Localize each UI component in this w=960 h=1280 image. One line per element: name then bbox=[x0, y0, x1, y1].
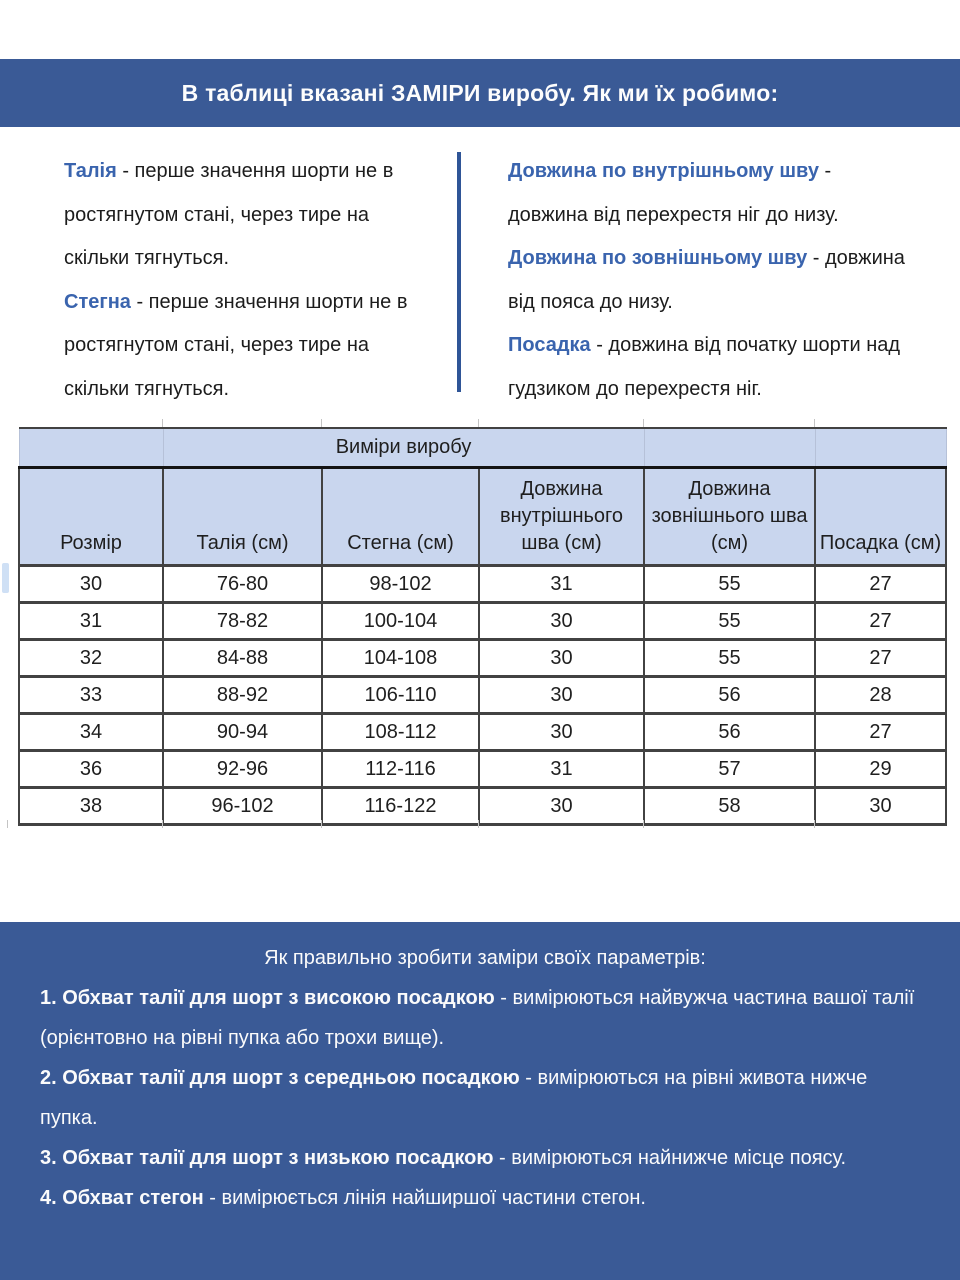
table-cell: 58 bbox=[644, 788, 815, 825]
table-cell: 36 bbox=[19, 751, 163, 788]
table-cell: 27 bbox=[815, 566, 946, 603]
table-cell: 33 bbox=[19, 677, 163, 714]
table-cell: 57 bbox=[644, 751, 815, 788]
gridline-stub bbox=[162, 820, 163, 828]
gridline-stub bbox=[814, 820, 815, 828]
table-row bbox=[19, 714, 946, 751]
table-cell: 88-92 bbox=[163, 677, 322, 714]
gridline-stub bbox=[321, 419, 322, 427]
column-header-rise: Посадка (см) bbox=[815, 468, 946, 566]
definition-text: - довжина від пояса до низу. bbox=[508, 247, 905, 313]
table-cell: 106-110 bbox=[322, 677, 479, 714]
definition-text: - перше значення шорти не в ростягнутом стані, через тире на скільки тягнуться. bbox=[64, 160, 394, 269]
table-merged-header-cell: Виміри виробу bbox=[163, 428, 644, 468]
table-cell: 55 bbox=[644, 640, 815, 677]
header-banner bbox=[0, 59, 960, 127]
column-header-size: Розмір bbox=[19, 468, 163, 566]
table-row bbox=[19, 640, 946, 677]
instruction-label: 1. Обхват талії для шорт з високою посадкою bbox=[40, 987, 495, 1009]
table-cell: 92-96 bbox=[163, 751, 322, 788]
table-cell: 31 bbox=[479, 751, 644, 788]
table-cell: 30 bbox=[479, 640, 644, 677]
definitions-left-column bbox=[64, 150, 409, 411]
table-cell: 55 bbox=[644, 566, 815, 603]
instruction-item bbox=[40, 1138, 930, 1178]
table-cell: 27 bbox=[815, 714, 946, 751]
table-row bbox=[19, 603, 946, 640]
column-header-inseam: Довжина внутрішнього шва (см) bbox=[479, 468, 644, 566]
instruction-text: - вимірюються на рівні живота нижче пупка. bbox=[40, 1067, 868, 1129]
table-cell: 27 bbox=[815, 640, 946, 677]
table-cell: 30 bbox=[479, 603, 644, 640]
table-cell: 31 bbox=[479, 566, 644, 603]
instruction-text: - вимірюється лінія найширшої частини стегон. bbox=[203, 1187, 646, 1209]
gridline-stub bbox=[478, 820, 479, 828]
table-cell: 29 bbox=[815, 751, 946, 788]
table-cell: 56 bbox=[644, 677, 815, 714]
table-cell: 56 bbox=[644, 714, 815, 751]
table-cell: 30 bbox=[479, 677, 644, 714]
definition-text: - довжина від перехрестя ніг до низу. bbox=[508, 160, 839, 226]
table-cell: 55 bbox=[644, 603, 815, 640]
definition-item bbox=[508, 150, 908, 237]
table-cell: 34 bbox=[19, 714, 163, 751]
instructions-title: Як правильно зробити заміри своїх параметрів: bbox=[264, 947, 706, 969]
definition-item bbox=[508, 324, 908, 411]
definitions-right-column bbox=[508, 150, 908, 411]
table-header-row bbox=[19, 468, 946, 566]
column-header-waist: Талія (см) bbox=[163, 468, 322, 566]
instructions-banner bbox=[0, 922, 960, 1280]
table-cell: 27 bbox=[815, 603, 946, 640]
empty-cell bbox=[815, 428, 946, 468]
table-cell: 30 bbox=[815, 788, 946, 825]
empty-cell bbox=[644, 428, 815, 468]
table-row bbox=[19, 751, 946, 788]
column-header-hips: Стегна (см) bbox=[322, 468, 479, 566]
instruction-text: - вимірюються найвужча частина вашої талії (орієнтовно на рівні пупка або трохи вище). bbox=[40, 987, 915, 1049]
table-row bbox=[19, 566, 946, 603]
definition-term: Довжина по зовнішньому шву bbox=[508, 247, 808, 269]
definition-item bbox=[64, 281, 409, 412]
definition-item bbox=[508, 237, 908, 324]
table-cell: 38 bbox=[19, 788, 163, 825]
instruction-label: 3. Обхват талії для шорт з низькою посадкою bbox=[40, 1147, 494, 1169]
gridline-stub bbox=[643, 820, 644, 828]
row-highlight-strip bbox=[2, 563, 9, 593]
table-cell: 76-80 bbox=[163, 566, 322, 603]
table-row bbox=[19, 677, 946, 714]
table-cell: 30 bbox=[479, 714, 644, 751]
table-cell: 28 bbox=[815, 677, 946, 714]
definition-item bbox=[64, 150, 409, 281]
column-divider bbox=[457, 152, 461, 392]
table-cell: 100-104 bbox=[322, 603, 479, 640]
table-row bbox=[19, 788, 946, 825]
table-cell: 104-108 bbox=[322, 640, 479, 677]
size-table bbox=[18, 427, 947, 826]
empty-cell bbox=[19, 428, 163, 468]
table-cell: 116-122 bbox=[322, 788, 479, 825]
definition-text: - довжина від початку шорти над гудзиком до перехрестя ніг. bbox=[508, 334, 901, 400]
table-cell: 78-82 bbox=[163, 603, 322, 640]
definition-term: Стегна bbox=[64, 290, 131, 313]
gridline-stub bbox=[7, 820, 8, 828]
definition-term: Довжина по внутрішньому шву bbox=[508, 160, 819, 182]
definition-term: Посадка bbox=[508, 334, 591, 356]
instruction-text: - вимірюються найнижче місце поясу. bbox=[493, 1147, 847, 1169]
table-cell: 98-102 bbox=[322, 566, 479, 603]
table-cell: 96-102 bbox=[163, 788, 322, 825]
table-cell: 112-116 bbox=[322, 751, 479, 788]
table-cell: 31 bbox=[19, 603, 163, 640]
table-cell: 108-112 bbox=[322, 714, 479, 751]
instruction-label: 2. Обхват талії для шорт з середньою посадкою bbox=[40, 1067, 520, 1089]
gridline-stub bbox=[321, 820, 322, 828]
gridline-stub bbox=[478, 419, 479, 427]
table-cell: 30 bbox=[479, 788, 644, 825]
instruction-label: 4. Обхват стегон bbox=[40, 1187, 204, 1209]
instruction-item bbox=[40, 1058, 930, 1138]
gridline-stub bbox=[814, 419, 815, 427]
instruction-item bbox=[40, 978, 930, 1058]
gridline-stub bbox=[162, 419, 163, 427]
table-merged-header-row bbox=[19, 428, 946, 468]
column-header-outseam: Довжина зовнішнього шва (см) bbox=[644, 468, 815, 566]
instruction-item bbox=[40, 1178, 930, 1218]
table-cell: 32 bbox=[19, 640, 163, 677]
page-title: В таблиці вказані ЗАМІРИ виробу. Як ми їх робимо: bbox=[181, 79, 779, 106]
definition-term: Талія bbox=[64, 160, 117, 182]
table-cell: 30 bbox=[19, 566, 163, 603]
table-cell: 84-88 bbox=[163, 640, 322, 677]
table-cell: 90-94 bbox=[163, 714, 322, 751]
definition-text: - перше значення шорти не в ростягнутом стані, через тире на скільки тягнуться. bbox=[64, 290, 408, 400]
gridline-stub bbox=[643, 419, 644, 427]
